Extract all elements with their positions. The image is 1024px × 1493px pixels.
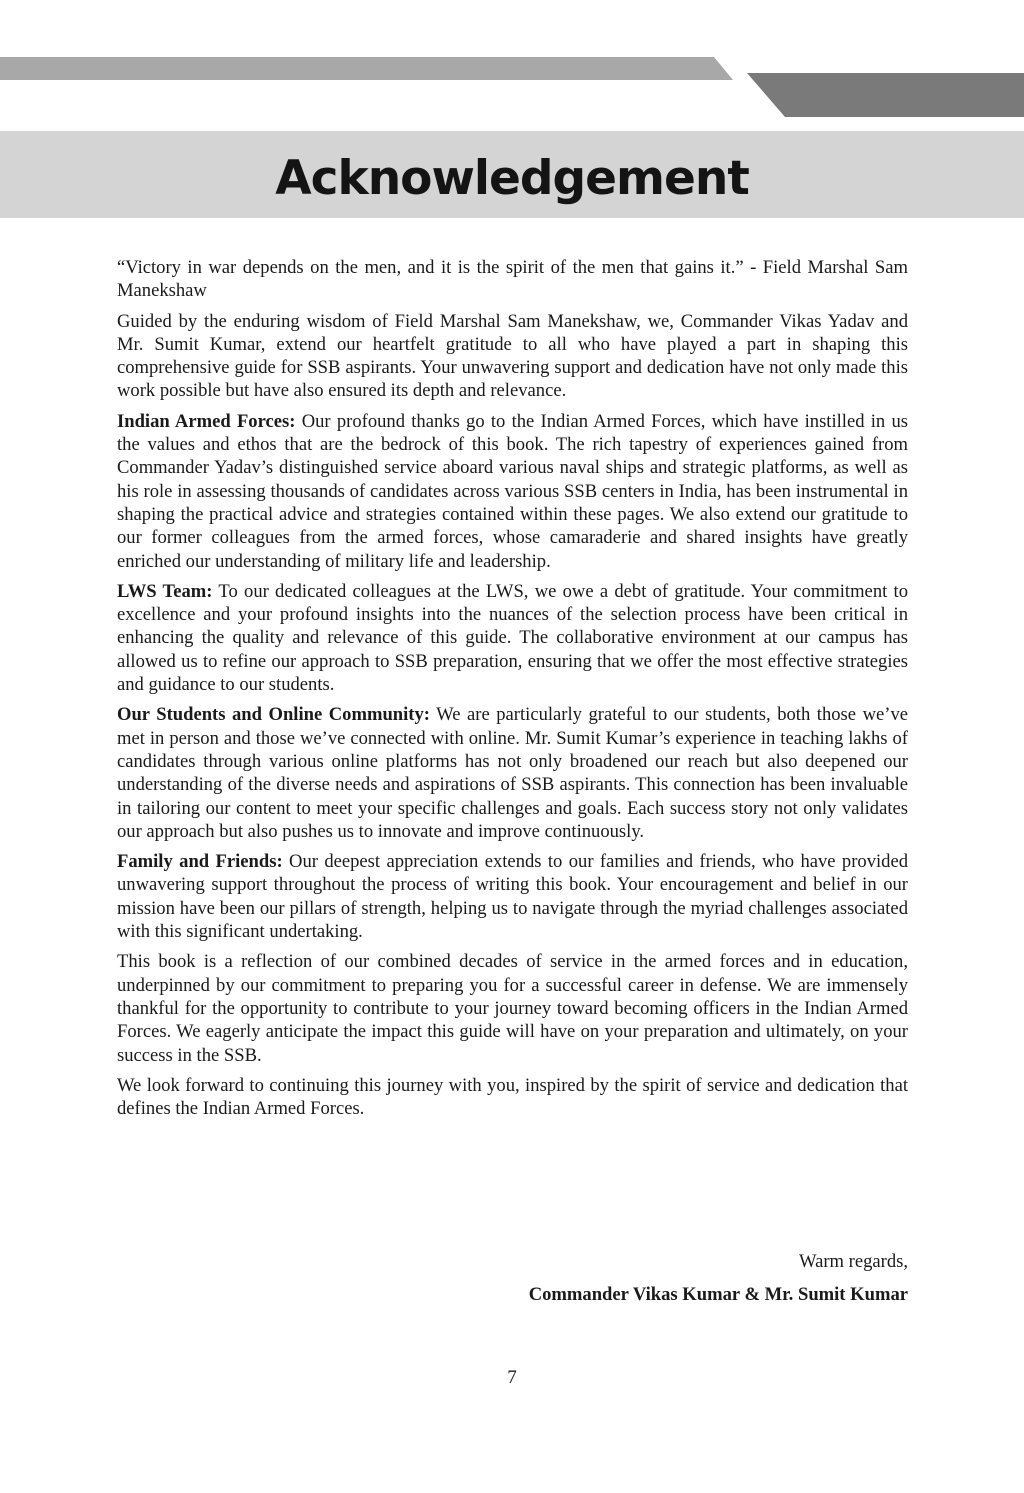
section-text: To our dedicated colleagues at the LWS, we owe a debt of gratitude. Your commitment to excellence and your profound insights into the nuances of the selection process have been critical in enhancing the quality and relevance of this guide. The collaborative environment at our campus has allowed us to refine our approach to SSB preparation, ensuring that we offer the most effective strategies and guidance to our students. [117, 580, 908, 696]
section-paragraph [117, 703, 908, 843]
header-band-light [0, 57, 733, 80]
header-band-dark [747, 73, 1024, 117]
section-text: We are particularly grateful to our students, both those we’ve met in person and those we’ve connected with online. Mr. Sumit Kumar’s experience in teaching lakhs of candidates through various online platforms has not only broadened our reach but also deepened our understanding of the diverse needs and aspirations of SSB aspirants. This connection has been invaluable in tailoring our content to meet your specific challenges and goals. Each success story not only validates our approach but also pushes us to innovate and improve continuously. [117, 704, 908, 842]
section-paragraph [117, 580, 908, 696]
signoff-names: Commander Vikas Kumar & Mr. Sumit Kumar [528, 1284, 908, 1305]
intro-paragraph: Guided by the enduring wisdom of Field Marshal Sam Manekshaw, we, Commander Vikas Yadav and Mr. Sumit Kumar, extend our heartfelt gratitude to all who have played a part in shaping this comprehensive guide for SSB aspirants. Your unwavering support and dedication have not only made this work possible but have also ensured its depth and relevance. [117, 310, 908, 402]
signoff [117, 1245, 908, 1311]
section-paragraph [117, 850, 908, 943]
closing-paragraph: This book is a reflection of our combined decades of service in the armed forces and in education, underpinned by our commitment to preparing you for a successful career in defense. We are immensely thankful for the opportunity to contribute to your journey toward becoming officers in the Indian Armed Forces. We eagerly anticipate the impact this guide will have on your preparation and ultimately, on your success in the SSB. [117, 951, 908, 1066]
closing-paragraph: We look forward to continuing this journey with you, inspired by the spirit of service and dedication that defines the Indian Armed Forces. [117, 1074, 908, 1120]
section-text: Our profound thanks go to the Indian Armed Forces, which have instilled in us the values and ethos that are the bedrock of this book. The rich tapestry of experiences gained from Commander Yadav’s distinguished service aboard various naval ships and strategic platforms, as well as his role in assessing thousands of candidates across various SSB centers in India, has been instrumental in shaping the practical advice and strategies contained within these pages. We also extend our gratitude to our former colleagues from the armed forces, whose camaraderie and shared insights have greatly enriched our understanding of military life and leadership. [117, 410, 908, 572]
section-text: Our deepest appreciation extends to our families and friends, who have provided unwavering support throughout the process of writing this book. Your encouragement and belief in our mission have been our pillars of strength, helping us to navigate through the myriad challenges associated with this significant undertaking. [117, 851, 909, 943]
page-number: 7 [507, 1367, 517, 1388]
section-heading: LWS Team: [117, 580, 213, 602]
acknowledgement-body [117, 256, 908, 1127]
header-decoration [0, 0, 1024, 131]
quote-paragraph: “Victory in war depends on the men, and it is the spirit of the men that gains it.” - Field Marshal Sam Manekshaw [117, 257, 908, 302]
section-heading: Our Students and Online Community: [117, 704, 430, 726]
signoff-greeting: Warm regards, [799, 1251, 908, 1272]
section-paragraph [117, 410, 908, 573]
section-heading: Family and Friends: [117, 851, 283, 873]
page-title: Acknowledgement [275, 151, 749, 206]
section-heading: Indian Armed Forces: [117, 410, 296, 432]
